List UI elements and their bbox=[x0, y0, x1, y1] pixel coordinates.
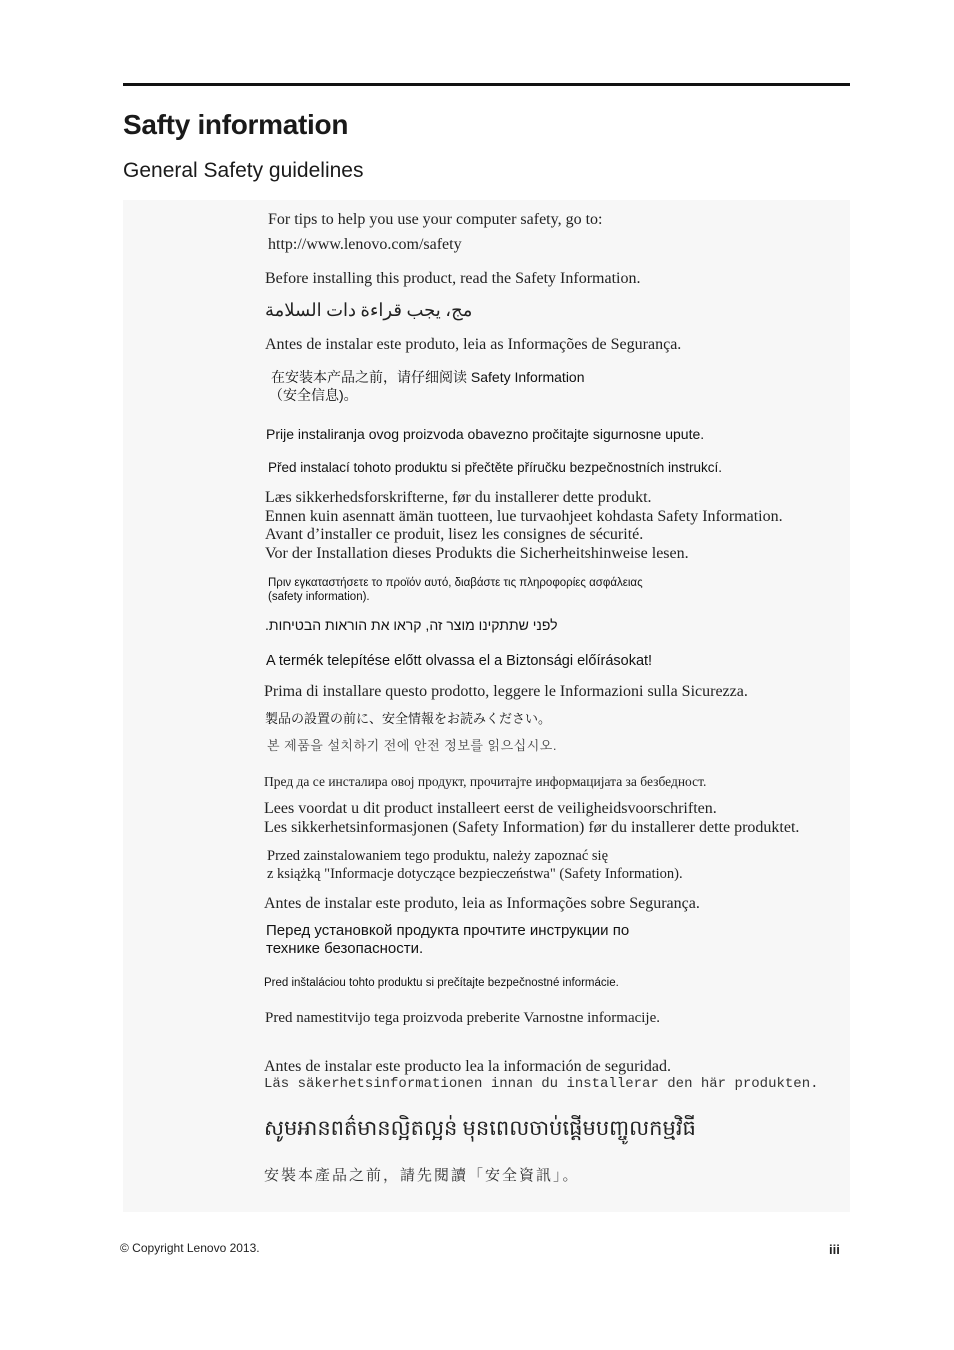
notice-slovak: Pred inštaláciou tohto produktu si prečítajte bezpečnostné informácie. bbox=[264, 977, 619, 989]
notice-dutch: Lees voordat u dit product installeert eerst de veiligheidsvoorschriften. bbox=[264, 800, 717, 817]
notice-hungarian: A termék telepítése előtt olvassa el a Biztonsági előírásokat! bbox=[266, 653, 653, 669]
notice-hebrew: לפני שתתקינו מוצר זה, קראו את הוראות הבטיחות. bbox=[265, 617, 558, 633]
notice-finnish: Ennen kuin asennatt ämän tuotteen, lue turvaohjeet kohdasta Safety Information. bbox=[265, 508, 783, 525]
notice-japanese: 製品の設置の前に、安全情報をお読みください。 bbox=[265, 711, 552, 726]
tips-line: For tips to help you use your computer safety, go to: bbox=[268, 211, 603, 228]
page-number: iii bbox=[829, 1242, 840, 1257]
notice-russian-2: технике безопасности. bbox=[266, 940, 424, 957]
notice-polish-2: z książką "Informacje dotyczące bezpieczeństwa" (Safety Information). bbox=[267, 866, 683, 882]
tips-url: http://www.lenovo.com/safety bbox=[268, 236, 462, 253]
notice-portuguese-br: Antes de instalar este produto, leia as Informações de Segurança. bbox=[265, 336, 682, 353]
notice-slovenian: Pred namestitvijo tega proizvoda preberite Varnostne informacije. bbox=[265, 1010, 661, 1026]
footer-copyright: © Copyright Lenovo 2013. bbox=[120, 1241, 260, 1255]
notice-spanish: Antes de instalar este producto lea la información de seguridad. bbox=[264, 1058, 671, 1075]
notice-german: Vor der Installation dieses Produkts die Sicherheitshinweise lesen. bbox=[265, 545, 689, 562]
notice-russian: Перед установкой продукта прочтите инструкции по bbox=[266, 922, 630, 939]
notice-chinese-traditional: 安裝本產品之前，請先閱讀「安全資訊」。 bbox=[264, 1168, 580, 1184]
notice-czech: Před instalací tohoto produktu si přečtěte příručku bezpečnostních instrukcí. bbox=[268, 460, 722, 475]
notice-korean: 본 제품을 설치하기 전에 안전 정보를 읽으십시오. bbox=[267, 738, 557, 753]
top-rule bbox=[123, 83, 850, 86]
page-title: Safty information bbox=[123, 109, 349, 140]
section-title: General Safety guidelines bbox=[123, 159, 364, 182]
notice-norwegian: Les sikkerhetsinformasjonen (Safety Information) før du installerer dette produktet. bbox=[264, 819, 800, 836]
notice-portuguese-pt: Antes de instalar este produto, leia as Informações sobre Segurança. bbox=[264, 895, 700, 912]
notice-arabic: مج، يجب قراءة دات السلامة bbox=[265, 300, 473, 320]
notice-danish: Læs sikkerhedsforskrifterne, før du installerer dette produkt. bbox=[265, 489, 652, 506]
notice-croatian: Prije instaliranja ovog proizvoda obavezno pročitajte sigurnosne upute. bbox=[266, 426, 705, 442]
notice-macedonian: Пред да се инсталира овој продукт, прочитајте информацијата за безбедност. bbox=[264, 774, 707, 789]
notice-polish: Przed zainstalowaniem tego produktu, należy zapoznać się bbox=[267, 848, 609, 864]
notice-khmer: សូមអានពត៌មានល្អិតល្អន់ មុនពេលចាប់ផ្តើមបញ្ចូលកម្មវិធី bbox=[264, 1116, 696, 1140]
notice-greek-2: (safety information). bbox=[268, 591, 370, 603]
notice-swedish: Läs säkerhetsinformationen innan du installerar den här produkten. bbox=[264, 1076, 819, 1092]
notice-greek: Πριν εγκαταστήσετε το προϊόν αυτό, διαβάστε τις πληροφορίες ασφάλειας bbox=[268, 577, 643, 589]
notice-chinese-simplified-2: （安全信息)。 bbox=[269, 387, 358, 403]
notice-english: Before installing this product, read the Safety Information. bbox=[265, 270, 641, 287]
notice-italian: Prima di installare questo prodotto, leggere le Informazioni sulla Sicurezza. bbox=[264, 683, 748, 700]
notice-chinese-simplified: 在安装本产品之前，请仔细阅读 Safety Information bbox=[271, 369, 585, 385]
notice-french: Avant d’installer ce produit, lisez les consignes de sécurité. bbox=[265, 526, 644, 543]
safety-notice-panel bbox=[123, 200, 850, 1212]
